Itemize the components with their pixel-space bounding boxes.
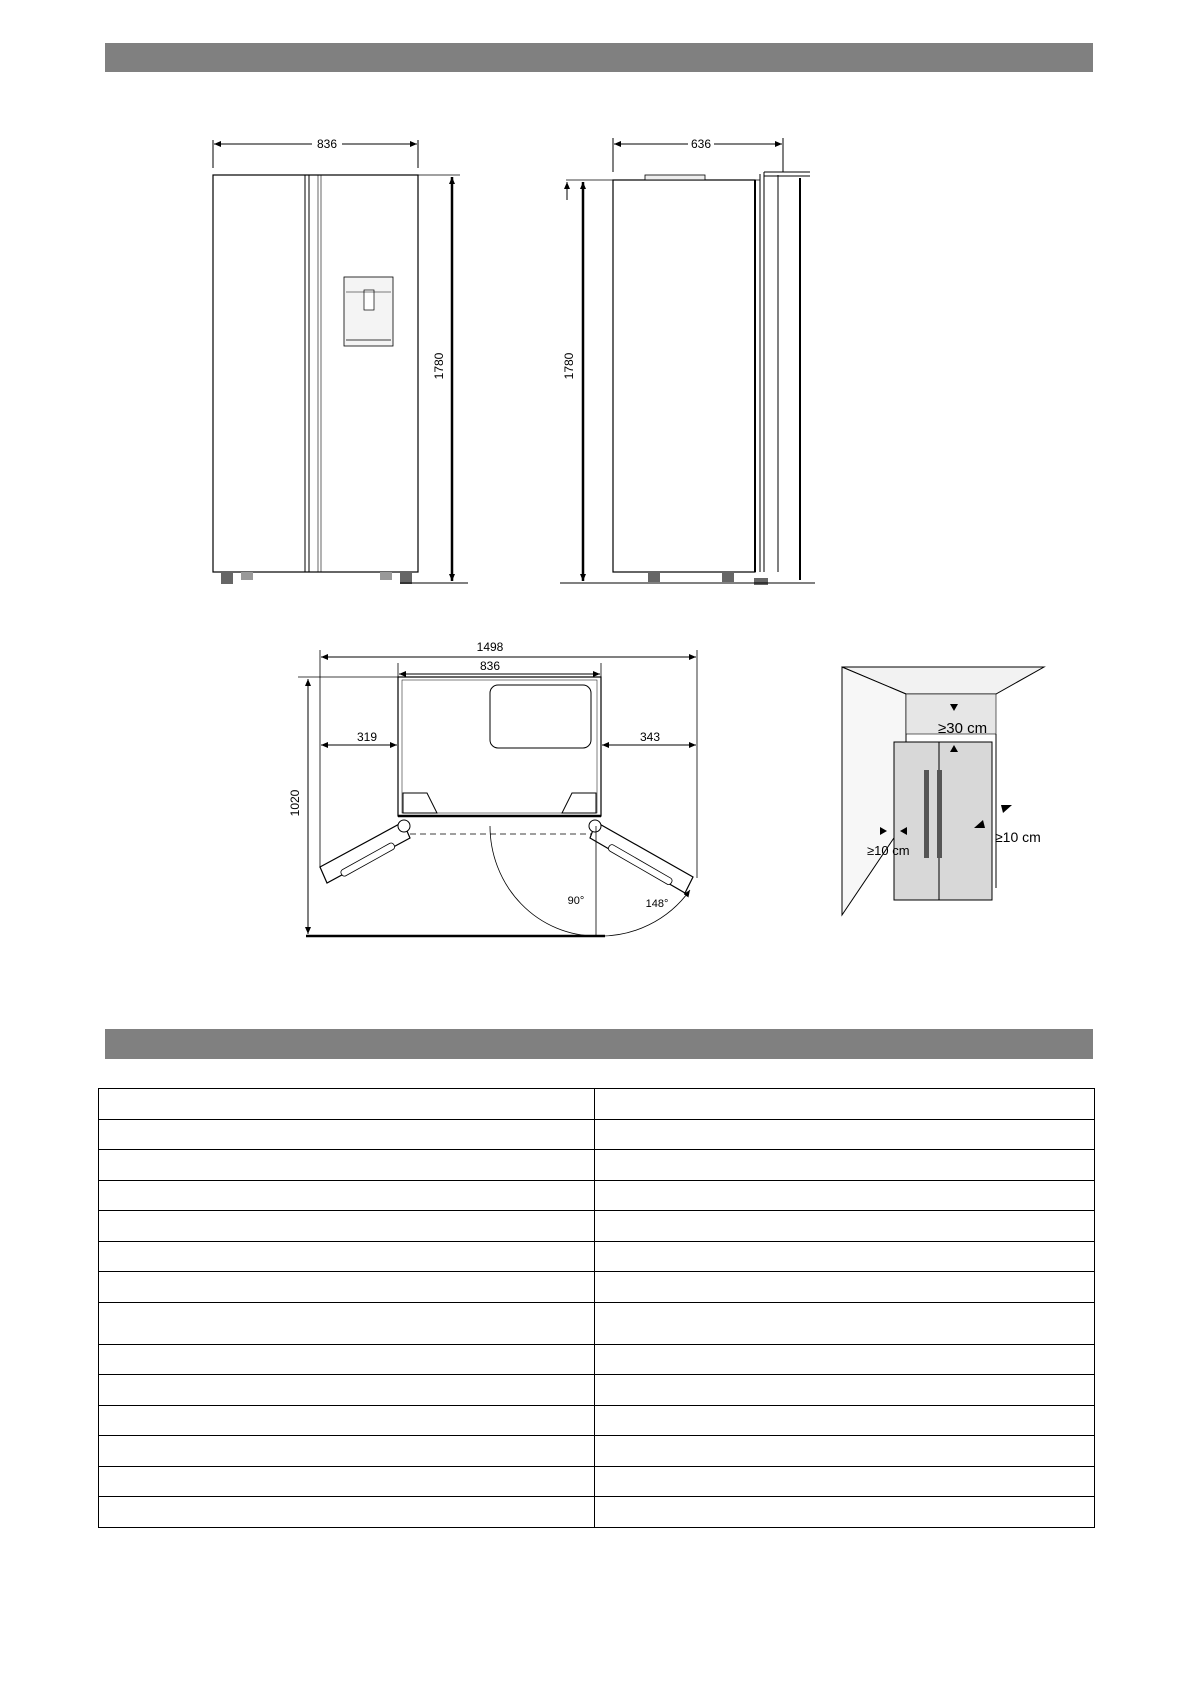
right-clearance-label: 343 (639, 730, 661, 744)
spec-value-cell (595, 1303, 1095, 1345)
feet-front (221, 572, 412, 584)
spec-label-cell (99, 1406, 595, 1436)
front-height-label: 1780 (432, 352, 446, 380)
ice-maker-box (490, 685, 591, 748)
table-row (99, 1406, 1095, 1436)
spec-label-cell (99, 1375, 595, 1406)
front-view-drawing (213, 137, 468, 584)
spec-value-cell (595, 1181, 1095, 1211)
table-row (99, 1181, 1095, 1211)
side-depth-label: 636 (690, 137, 712, 151)
spec-value-cell (595, 1467, 1095, 1497)
table-row (99, 1272, 1095, 1303)
table-row (99, 1242, 1095, 1272)
spec-label-cell (99, 1345, 595, 1375)
table-row (99, 1436, 1095, 1467)
left-clearance-label: 319 (356, 730, 378, 744)
table-row (99, 1375, 1095, 1406)
spec-value-cell (595, 1089, 1095, 1120)
spec-label-cell (99, 1303, 595, 1345)
table-row (99, 1345, 1095, 1375)
spec-label-cell (99, 1211, 595, 1242)
table-row (99, 1211, 1095, 1242)
fridge-body-front (213, 175, 418, 572)
left-door-open (320, 820, 410, 883)
side-height-label: 1780 (562, 352, 576, 380)
fridge-body-side (613, 180, 755, 572)
right-side-clearance-label: ≥10 cm (995, 829, 1041, 845)
right-door-open (589, 820, 693, 893)
side-view-drawing (560, 137, 815, 585)
spec-label-cell (99, 1120, 595, 1150)
depth-label: 1020 (288, 789, 302, 817)
right-angle-label: 148° (645, 898, 669, 910)
installation-clearance-drawing (842, 667, 1044, 915)
table-row (99, 1303, 1095, 1345)
top-clearance-label: ≥30 cm (938, 720, 988, 737)
top-view-drawing (288, 640, 697, 936)
spec-value-cell (595, 1406, 1095, 1436)
spec-label-cell (99, 1242, 595, 1272)
table-row (99, 1120, 1095, 1150)
spec-value-cell (595, 1375, 1095, 1406)
table-row (99, 1150, 1095, 1181)
spec-label-cell (99, 1497, 595, 1528)
spec-label-cell (99, 1436, 595, 1467)
water-dispenser (344, 277, 393, 346)
overall-width-label: 1498 (476, 640, 504, 654)
cabinet-width-label: 836 (479, 659, 501, 673)
front-width-label: 836 (316, 137, 338, 151)
spec-label-cell (99, 1150, 595, 1181)
spec-value-cell (595, 1436, 1095, 1467)
section-header-bar-specifications (105, 1029, 1093, 1059)
spec-value-cell (595, 1345, 1095, 1375)
table-row (99, 1467, 1095, 1497)
spec-value-cell (595, 1497, 1095, 1528)
spec-value-cell (595, 1272, 1095, 1303)
spec-label-cell (99, 1089, 595, 1120)
spec-value-cell (595, 1242, 1095, 1272)
left-side-clearance-label: ≥10 cm (867, 843, 910, 858)
spec-label-cell (99, 1467, 595, 1497)
spec-label-cell (99, 1272, 595, 1303)
table-row (99, 1497, 1095, 1528)
spec-value-cell (595, 1211, 1095, 1242)
table-row (99, 1089, 1095, 1120)
spec-label-cell (99, 1181, 595, 1211)
left-angle-label: 90° (567, 895, 585, 907)
spec-value-cell (595, 1120, 1095, 1150)
spec-value-cell (595, 1150, 1095, 1181)
specification-table (98, 1088, 1095, 1528)
